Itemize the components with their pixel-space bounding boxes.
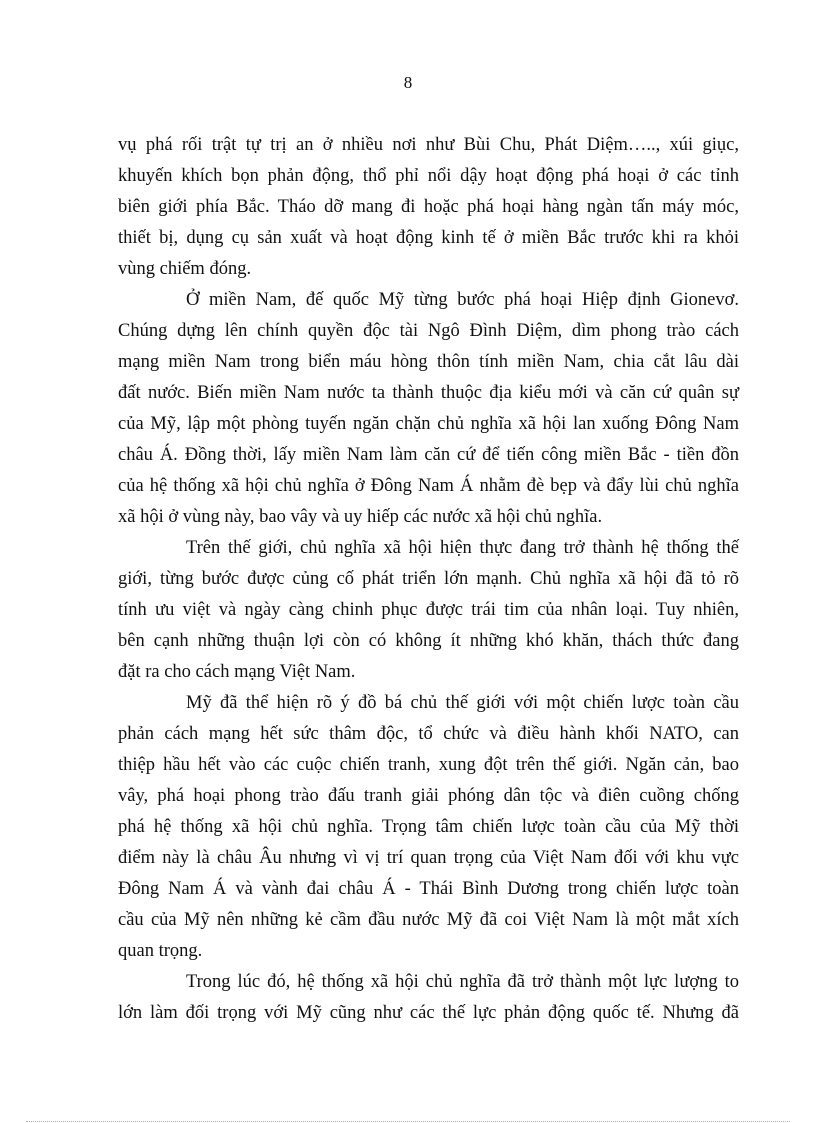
text-line: xã hội ở vùng này, bao vây và uy hiếp các nước xã hội chủ nghĩa. — [118, 507, 603, 527]
text-line: Mỹ đã thể hiện rõ ý đồ bá chủ thế giới với một chiến lược toàn cầu — [186, 693, 739, 713]
text-line: phá hệ thống xã hội chủ nghĩa. Trọng tâm chiến lược toàn cầu của Mỹ thời — [118, 817, 739, 837]
paragraph — [118, 688, 739, 967]
page-bottom-rule — [26, 1121, 790, 1122]
text-line: lớn làm đối trọng với Mỹ cũng như các thế lực phản động quốc tế. Nhưng đã — [118, 1003, 739, 1023]
text-line: Đông Nam Á và vành đai châu Á - Thái Bình Dương trong chiến lược toàn — [118, 879, 739, 899]
page-number: 8 — [403, 73, 413, 92]
text-line: giới, từng bước được củng cố phát triển lớn mạnh. Chủ nghĩa xã hội đã tỏ rõ — [118, 569, 739, 589]
paragraph — [118, 967, 739, 1029]
text-line: phản cách mạng hết sức thâm độc, tổ chức và điều hành khối NATO, can — [118, 724, 739, 744]
paragraph — [118, 533, 739, 688]
body-text — [118, 130, 739, 1029]
text-line: đặt ra cho cách mạng Việt Nam. — [118, 662, 356, 682]
text-line: khuyến khích bọn phản động, thổ phỉ nổi dậy hoạt động phá hoại ở các tỉnh — [118, 166, 739, 186]
text-line: tính ưu việt và ngày càng chinh phục được trái tim của nhân loại. Tuy nhiên, — [118, 600, 739, 620]
text-line: Chúng dựng lên chính quyền độc tài Ngô Đình Diệm, dìm phong trào cách — [118, 321, 739, 341]
text-line: của Mỹ, lập một phòng tuyến ngăn chặn chủ nghĩa xã hội lan xuống Đông Nam — [118, 414, 739, 434]
text-line: thiệp hầu hết vào các cuộc chiến tranh, xung đột trên thế giới. Ngăn cản, bao — [118, 755, 739, 775]
text-line: vùng chiếm đóng. — [118, 259, 252, 279]
text-line: bên cạnh những thuận lợi còn có không ít những khó khăn, thách thức đang — [118, 631, 739, 651]
text-line: châu Á. Đồng thời, lấy miền Nam làm căn cứ để tiến công miền Bắc - tiền đồn — [118, 445, 739, 465]
text-line: Trên thế giới, chủ nghĩa xã hội hiện thực đang trở thành hệ thống thế — [186, 538, 739, 558]
text-line: đất nước. Biến miền Nam nước ta thành thuộc địa kiểu mới và căn cứ quân sự — [118, 383, 739, 403]
paragraph — [118, 130, 739, 285]
text-line: quan trọng. — [118, 941, 203, 961]
text-line: thiết bị, dụng cụ sản xuất và hoạt động kinh tế ở miền Bắc trước khi ra khỏi — [118, 228, 739, 248]
text-line: vây, phá hoại phong trào đấu tranh giải phóng dân tộc và điên cuồng chống — [118, 786, 739, 806]
paragraph — [118, 285, 739, 533]
text-line: Trong lúc đó, hệ thống xã hội chủ nghĩa đã trở thành một lực lượng to — [186, 972, 739, 992]
text-line: điểm này là châu Âu nhưng vì vị trí quan trọng của Việt Nam đối với khu vực — [118, 848, 739, 868]
text-line: vụ phá rối trật tự trị an ở nhiều nơi như Bùi Chu, Phát Diệm….., xúi giục, — [118, 135, 739, 155]
text-line: biên giới phía Bắc. Tháo dỡ mang đi hoặc phá hoại hàng ngàn tấn máy móc, — [118, 197, 739, 217]
text-line: của hệ thống xã hội chủ nghĩa ở Đông Nam Á nhằm đè bẹp và đẩy lùi chủ nghĩa — [118, 476, 739, 496]
text-line: mạng miền Nam trong biển máu hòng thôn tính miền Nam, chia cắt lâu dài — [118, 352, 739, 372]
text-line: cầu của Mỹ nên những kẻ cầm đầu nước Mỹ đã coi Việt Nam là một mắt xích — [118, 910, 739, 930]
text-line: Ở miền Nam, đế quốc Mỹ từng bước phá hoại Hiệp định Gionevơ. — [186, 290, 739, 310]
